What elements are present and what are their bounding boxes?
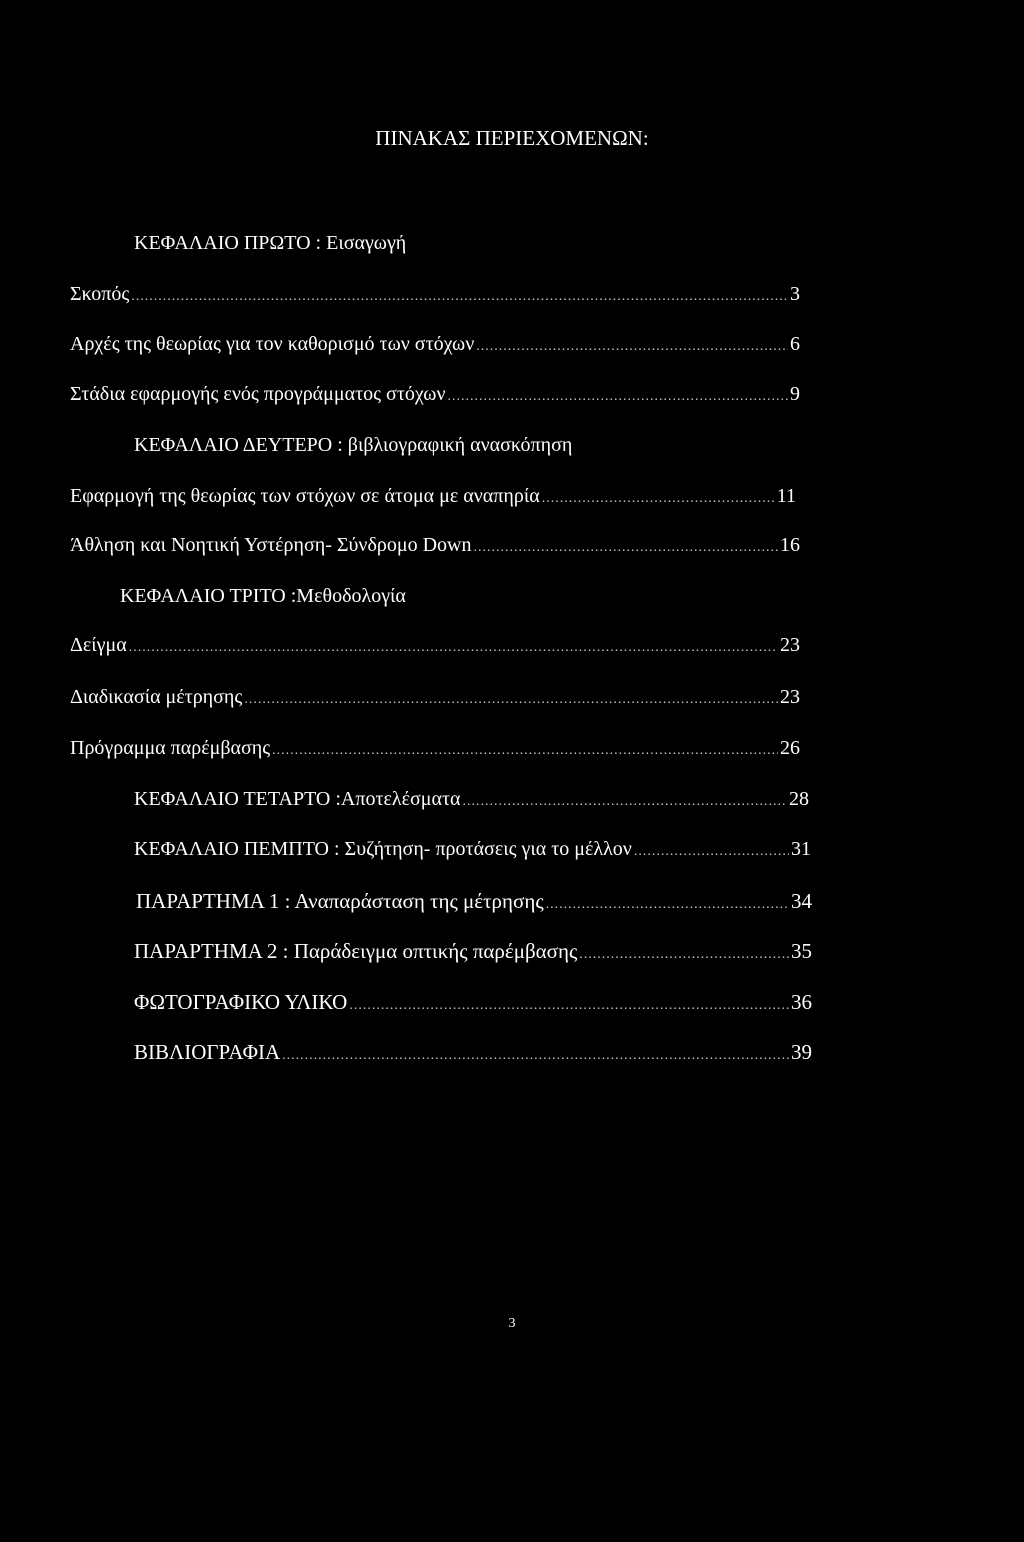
toc-entry-appendix-1[interactable] [136,889,812,914]
dot-leader [463,794,788,810]
toc-entry-label: Στάδια εφαρμογής ενός προγράμματος στόχων [70,383,446,405]
dot-leader [272,743,778,759]
chapter-2-heading: ΚΕΦΑΛΑΙΟ ΔΕΥΤΕΡΟ : βιβλιογραφική ανασκόπηση [134,434,573,456]
dot-leader [546,897,789,913]
toc-entry-intervention-program[interactable] [70,737,800,760]
toc-entry-label: ΠΑΡΑΡΤΗΜΑ 2 : Παράδειγμα οπτικής παρέμβασης [134,939,578,963]
toc-entry-chapter-5[interactable] [134,838,811,861]
toc-entry-photos[interactable] [134,990,812,1015]
toc-entry-page: 35 [791,939,812,963]
toc-entry-label: Σκοπός [70,283,130,305]
toc-entry-label: Διαδικασία μέτρησης [70,686,243,708]
chapter-3-heading: ΚΕΦΑΛΑΙΟ ΤΡΙΤΟ :Μεθοδολογία [120,585,406,607]
toc-entry-appendix-2[interactable] [134,939,812,964]
toc-entry-label: ΦΩΤΟΓΡΑΦΙΚΟ ΥΛΙΚΟ [134,990,348,1014]
toc-entry-bibliography[interactable] [134,1040,812,1065]
toc-entry-label: Άθληση και Νοητική Υστέρηση- Σύνδρομο Down [70,534,472,556]
toc-entry-page: 3 [790,283,800,305]
toc-entry-page: 36 [791,990,812,1014]
dot-leader [476,339,788,355]
toc-entry-goal-theory-disability[interactable] [70,485,796,508]
toc-entry-measurement-procedure[interactable] [70,686,800,709]
dot-leader [282,1048,789,1064]
toc-entry-label: Εφαρμογή της θεωρίας των στόχων σε άτομα με αναπηρία [70,485,540,507]
toc-entry-sample[interactable] [70,634,800,657]
toc-entry-page: 39 [791,1040,812,1064]
toc-entry-label: ΚΕΦΑΛΑΙΟ ΠΕΜΠΤΟ : Συζήτηση- προτάσεις για το μέλλον [134,838,632,860]
page-title: ΠΙΝΑΚΑΣ ΠΕΡΙΕΧΟΜΕΝΩΝ: [375,126,649,150]
dot-leader [349,998,789,1014]
toc-entry-page: 34 [791,889,812,913]
toc-entry-label: ΠΑΡΑΡΤΗΜΑ 1 : Αναπαράσταση της μέτρησης [136,889,544,913]
dot-leader [473,540,778,556]
dot-leader [542,491,775,507]
toc-entry-goal-program-stages[interactable] [70,383,800,406]
toc-entry-purpose[interactable] [70,283,800,306]
page-number: 3 [508,1316,516,1331]
toc-entry-label: Πρόγραμμα παρέμβασης [70,737,271,759]
toc-entry-page: 28 [789,788,809,810]
toc-entry-page: 23 [780,686,800,708]
dot-leader [129,640,778,656]
toc-entry-label: Δείγμα [70,634,127,656]
dot-leader [448,389,789,405]
toc-entry-chapter-4[interactable] [134,788,809,811]
toc-entry-page: 31 [791,838,811,860]
toc-entry-goal-theory-principles[interactable] [70,333,800,356]
toc-entry-label: ΒΙΒΛΙΟΓΡΑΦΙΑ [134,1040,281,1064]
dot-leader [244,692,778,708]
dot-leader [131,289,788,305]
toc-entry-exercise-down-syndrome[interactable] [70,534,800,557]
toc-entry-label: ΚΕΦΑΛΑΙΟ ΤΕΤΑΡΤΟ :Αποτελέσματα [134,788,461,810]
dot-leader [579,947,789,963]
toc-entry-page: 6 [790,333,800,355]
toc-entry-page: 23 [780,634,800,656]
toc-entry-page: 26 [780,737,800,759]
toc-entry-page: 16 [780,534,800,556]
chapter-1-heading: ΚΕΦΑΛΑΙΟ ΠΡΩΤΟ : Εισαγωγή [134,232,407,254]
toc-entry-page: 11 [776,485,796,507]
dot-leader [634,844,789,860]
toc-entry-page: 9 [790,383,800,405]
toc-entry-label: Αρχές της θεωρίας για τον καθορισμό των στόχων [70,333,475,355]
